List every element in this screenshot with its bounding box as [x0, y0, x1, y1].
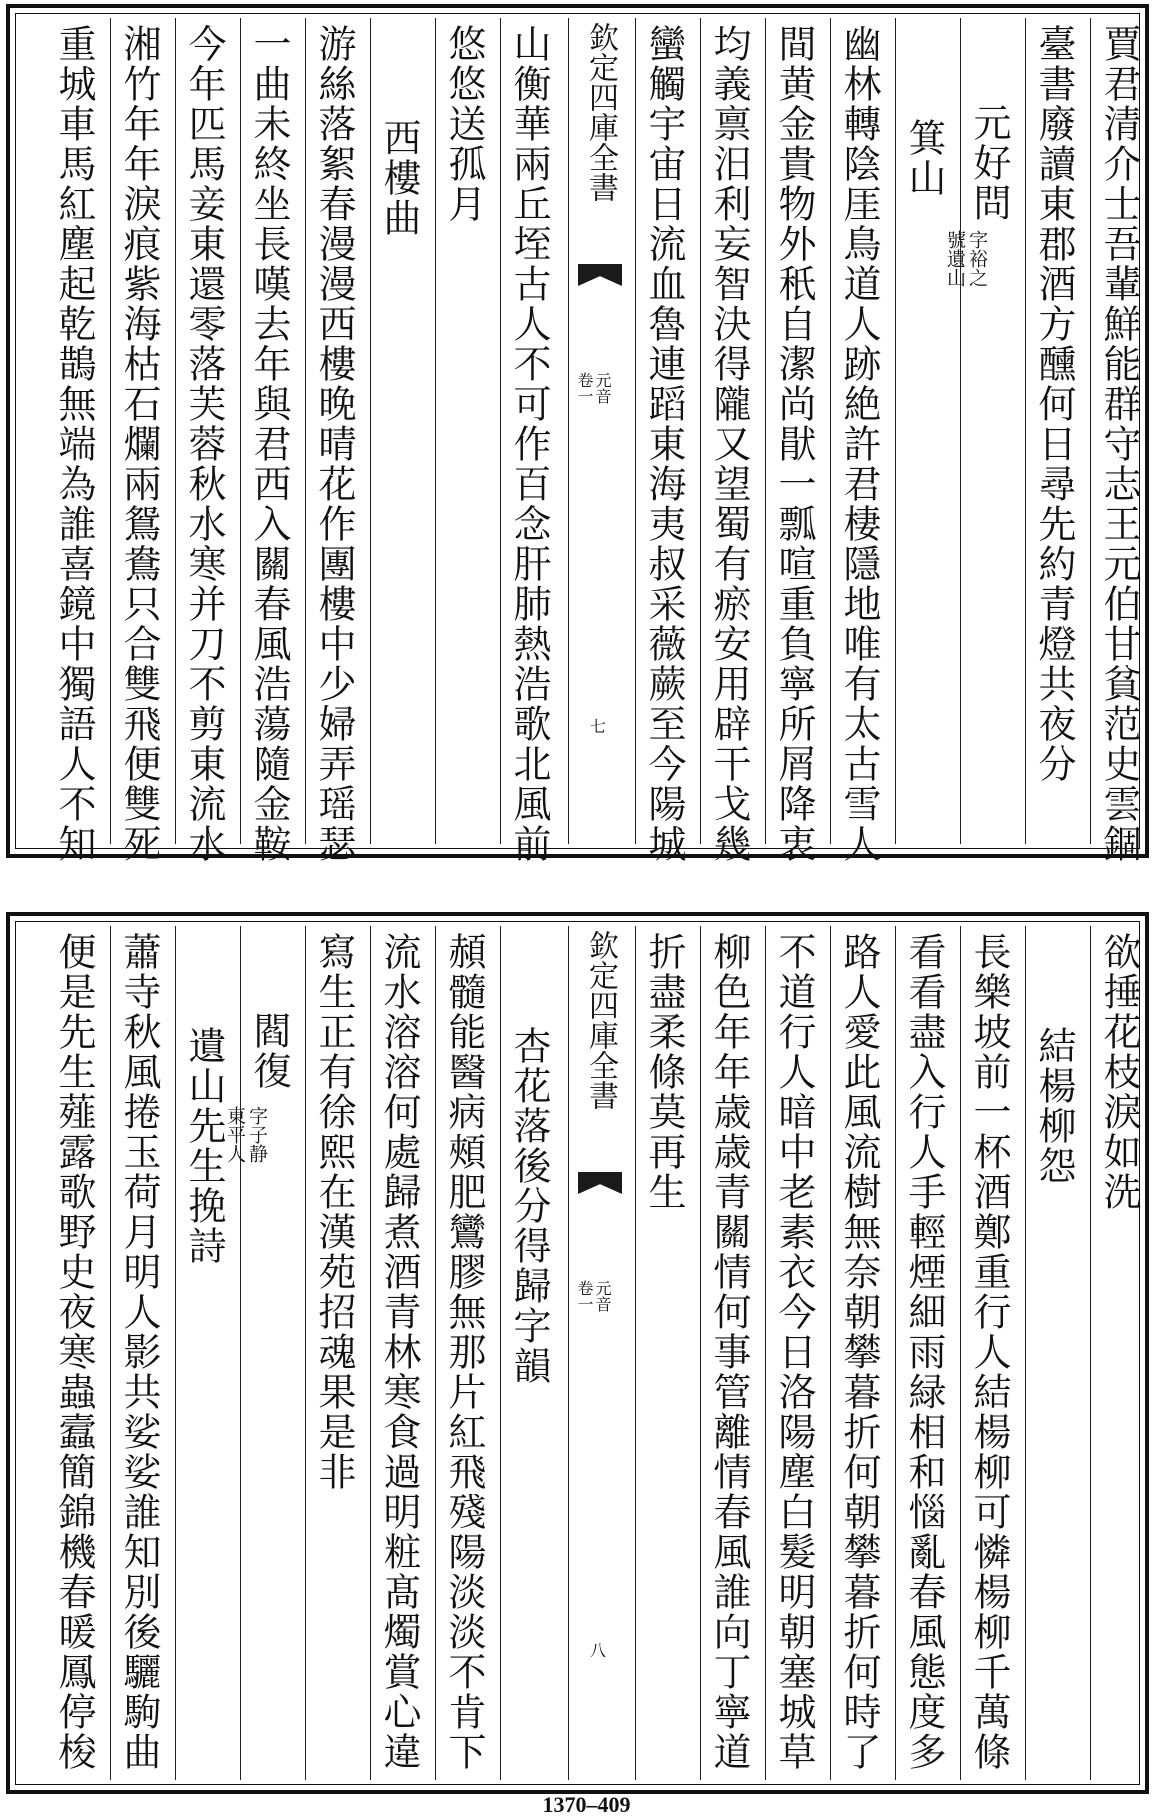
column-rule — [635, 926, 636, 1780]
text-column: 頳髓能醫病頰肥鸞膠無那片紅飛殘陽淡淡不肯下 — [442, 932, 486, 1772]
text-column: 便是先生薤露歌野史夜寒蟲蠧簡錦機春暖鳳停梭 — [52, 932, 96, 1772]
poem-title: 箕山 — [902, 118, 946, 198]
fold-center — [570, 16, 630, 846]
fold-page-number: 七 — [590, 717, 607, 736]
column-rule — [305, 18, 306, 844]
column-rule — [960, 926, 961, 1780]
text-column: 路人愛此風流樹無奈朝攀暮折何朝攀暮折何時了 — [837, 932, 881, 1772]
column-rule — [895, 926, 896, 1780]
fold-page-number: 八 — [590, 1641, 607, 1660]
column-rule — [1090, 18, 1091, 844]
column-rule — [635, 18, 636, 844]
author-note: 東平人 — [224, 1106, 246, 1163]
text-column: 幽林轉陰厓鳥道人跡絶許君棲隱地唯有太古雪人 — [837, 24, 881, 864]
fold-title: 欽定四庫全書 — [583, 22, 618, 202]
text-column: 欲捶花枝淚如洗 — [1097, 932, 1141, 1212]
column-rule — [370, 18, 371, 844]
fold-title: 欽定四庫全書 — [583, 930, 618, 1110]
column-rule — [500, 18, 501, 844]
poem-title: 杏花落後分得歸字韻 — [507, 1026, 551, 1386]
text-column: 均義禀汨利妄智決得隴又望蜀有瘀安用辟干戈幾 — [707, 24, 751, 864]
fishtail-mark — [578, 1172, 622, 1194]
column-rule — [110, 18, 111, 844]
text-column: 悠悠送孤月 — [442, 24, 486, 224]
author-name: 閻復 — [247, 1011, 291, 1091]
column-rule — [765, 926, 766, 1780]
poem-title: 西樓曲 — [377, 118, 421, 238]
column-rule — [175, 926, 176, 1780]
fold-section: 元音 — [593, 1280, 612, 1312]
text-column: 間黄金貴物外秖自潔尚猒一瓢喧重負寧所屑降衷 — [772, 24, 816, 864]
author-note: 字裕之 — [966, 230, 988, 287]
author-name: 元好問 — [967, 103, 1011, 223]
poem-title: 遺山先生挽詩 — [182, 1026, 226, 1266]
text-column: 一曲未終坐長嘆去年與君西入關春風浩蕩隨金鞍 — [247, 24, 291, 864]
fold-volume: 卷一 — [575, 1280, 594, 1312]
column-rule — [960, 18, 961, 844]
text-column: 臺書廢讀東郡酒方醺何日尋先約青燈共夜分 — [1032, 24, 1076, 784]
poem-title: 結楊柳怨 — [1032, 1026, 1076, 1186]
column-rule — [1025, 926, 1026, 1780]
text-column: 折盡柔條莫再生 — [642, 932, 686, 1212]
text-column: 蕭寺秋風捲玉荷月明人影共娑娑誰知別後驪駒曲 — [117, 932, 161, 1772]
text-column: 湘竹年年淚痕紫海枯石爛兩鴛鴦只合雙飛便雙死 — [117, 24, 161, 864]
column-rule — [435, 926, 436, 1780]
column-rule — [700, 926, 701, 1780]
column-rule — [830, 926, 831, 1780]
column-rule — [1090, 926, 1091, 1780]
page-reference: 1370–409 — [542, 1792, 631, 1817]
author-note: 字子静 — [246, 1106, 268, 1163]
fold-volume: 卷一 — [575, 372, 594, 404]
column-rule — [240, 926, 241, 1780]
text-column: 賈君清介士吾輩鮮能群守志王元伯甘貧范史雲錮 — [1097, 24, 1141, 864]
text-column: 游絲落絮春漫漫西樓晚晴花作團樓中少婦弄瑶瑟 — [312, 24, 356, 864]
author-note: 號遺山 — [944, 230, 966, 287]
page-bottom — [6, 912, 1149, 1794]
text-column: 今年匹馬妾東還零落芙蓉秋水寒并刀不剪東流水 — [182, 24, 226, 864]
fishtail-mark — [578, 264, 622, 286]
column-rule — [1025, 18, 1026, 844]
column-rule — [568, 18, 569, 844]
text-column: 流水溶溶何處歸煮酒青林寒食過明粧髙燭賞心違 — [377, 932, 421, 1772]
column-rule — [305, 926, 306, 1780]
text-column: 不道行人暗中老素衣今日洛陽塵白髮明朝塞城草 — [772, 932, 816, 1772]
text-column: 看看盡入行人手輕煙細雨緑相和惱亂春風態度多 — [902, 932, 946, 1772]
column-rule — [110, 926, 111, 1780]
text-column: 蠻觸宇宙日流血魯連蹈東海夷叔采薇蕨至今陽城 — [642, 24, 686, 864]
text-column: 重城車馬紅塵起乾鵲無端為誰喜鏡中獨語人不知 — [52, 24, 96, 864]
column-rule — [830, 18, 831, 844]
column-rule — [895, 18, 896, 844]
fold-center — [570, 924, 630, 1782]
column-rule — [700, 18, 701, 844]
column-rule — [370, 926, 371, 1780]
column-rule — [568, 926, 569, 1780]
text-column: 山衡華兩丘垤古人不可作百念肝肺熱浩歌北風前 — [507, 24, 551, 864]
text-column: 柳色年年歳歳青關情何事管離情春風誰向丁寧道 — [707, 932, 751, 1772]
column-rule — [765, 18, 766, 844]
column-rule — [435, 18, 436, 844]
text-column: 寫生正有徐熙在漢苑招魂果是非 — [312, 932, 356, 1492]
page-top — [6, 4, 1149, 864]
column-rule — [175, 18, 176, 844]
text-column: 長樂坡前一杯酒鄭重行人結楊柳可憐楊柳千萬條 — [967, 932, 1011, 1772]
column-rule — [240, 18, 241, 844]
fold-section: 元音 — [593, 372, 612, 404]
column-rule — [500, 926, 501, 1780]
